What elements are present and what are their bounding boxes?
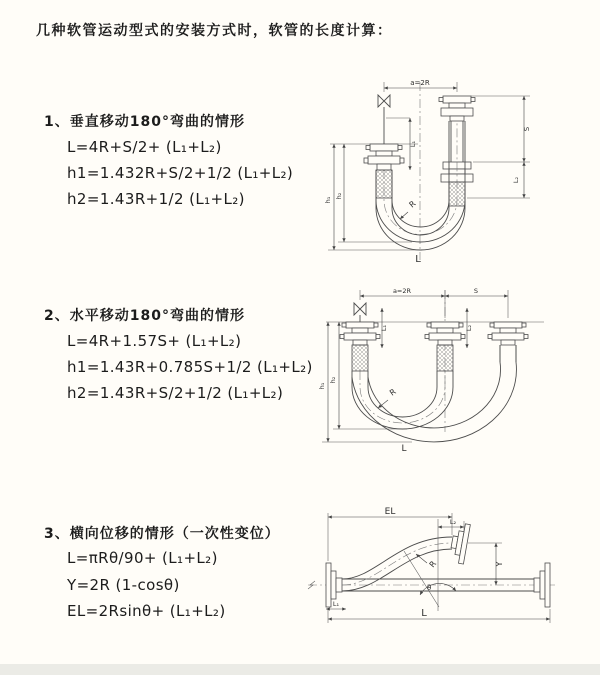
dim-label-h2: h₂ — [335, 192, 343, 200]
flange-fixed-end — [340, 322, 380, 345]
dim-label-l1: L₁ — [380, 324, 388, 332]
formula-3-Y: Y=2R (1-cosθ) — [67, 576, 180, 594]
formula-2-h1: h1=1.43R+0.785S+1/2 (L₁+L₂) — [67, 358, 313, 376]
flange-fixed-end — [364, 144, 404, 170]
section-1-heading: 1、垂直移动180°弯曲的情形 — [44, 114, 245, 130]
radius-label: R — [427, 559, 439, 570]
flange-moving-end-far — [488, 322, 528, 362]
radius-label: R — [407, 199, 418, 210]
braid-hatch-right — [449, 182, 465, 206]
dim-label-s: S — [473, 287, 479, 295]
braid-hatch-left — [376, 170, 392, 198]
dim-label-l2: L₂ — [449, 518, 457, 526]
dim-label-h1: h₁ — [324, 196, 332, 204]
flange-moving-end-near — [425, 322, 465, 345]
length-label: L — [415, 254, 421, 264]
formula-1-L: L=4R+S/2+ (L₁+L₂) — [67, 138, 222, 156]
radius-label: R — [387, 387, 398, 398]
diagram-lateral-displacement — [306, 505, 596, 645]
length-label: L — [401, 444, 407, 454]
section-2-heading: 2、水平移动180°弯曲的情形 — [44, 308, 245, 324]
dim-label-h1: h₁ — [318, 382, 326, 390]
dim-label-l2: L₂ — [512, 176, 520, 184]
formula-1-h2: h2=1.43R+1/2 (L₁+L₂) — [67, 190, 245, 208]
diagram-horizontal-180-bend — [312, 282, 597, 457]
braid-hatch-left — [352, 345, 368, 371]
dimension-lines — [326, 513, 550, 623]
valve-icon — [378, 95, 390, 144]
formula-3-EL: EL=2Rsinθ+ (L₁+L₂) — [67, 602, 226, 620]
dim-label-el: EL — [384, 507, 396, 517]
dim-label-s: S — [523, 126, 531, 132]
dim-label-l1: L₁ — [332, 600, 340, 608]
diagram-vertical-180-bend — [312, 74, 592, 264]
formula-3-L: L=πRθ/90+ (L₁+L₂) — [67, 549, 218, 567]
theta-label: θ — [427, 584, 432, 592]
dim-label-y: Y — [495, 561, 504, 567]
dim-label-l1: L₁ — [409, 140, 417, 148]
hose-curves — [376, 121, 465, 250]
dim-label-a2r: a=2R — [392, 287, 412, 295]
page-bottom-edge — [0, 664, 600, 675]
flange-right — [534, 563, 550, 607]
braid-hatch-middle — [437, 345, 453, 371]
formula-2-h2: h2=1.43R+S/2+1/2 (L₁+L₂) — [67, 384, 284, 402]
dim-label-a2r: a=2R — [410, 79, 430, 87]
dimension-lines — [328, 82, 530, 250]
dim-label-l2: L₂ — [465, 324, 473, 332]
formula-2-L: L=4R+1.57S+ (L₁+L₂) — [67, 332, 242, 350]
page-title: 几种软管运动型式的安装方式时，软管的长度计算： — [36, 23, 393, 39]
hose-curves — [352, 345, 516, 442]
section-3-heading: 3、横向位移的情形（一次性变位） — [44, 526, 280, 542]
dim-label-l: L — [421, 608, 427, 619]
dim-label-h2: h₂ — [329, 376, 337, 384]
valve-icon — [354, 303, 366, 322]
formula-1-h1: h1=1.432R+S/2+1/2 (L₁+L₂) — [67, 164, 294, 182]
